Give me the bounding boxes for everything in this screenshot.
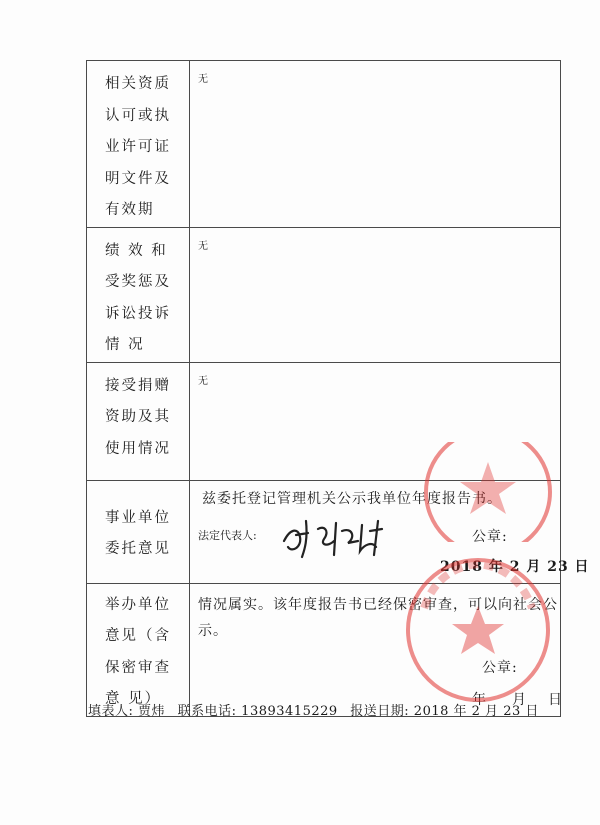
donation-label: 接受捐赠 资助及其 使用情况 (105, 377, 171, 457)
entrust-label: 事业单位 委托意见 (105, 509, 171, 557)
label-cell (87, 362, 190, 480)
phone-field: 联系电话: 13893415229 (177, 704, 338, 719)
donation-value: 无 (198, 375, 208, 387)
performance-value: 无 (198, 240, 208, 252)
sponsor-seal-label: 公章: (482, 659, 518, 676)
sponsor-text: 情况属实。该年度报告书已经保密审查，可以向社会公示。 (198, 596, 558, 639)
sponsor-label: 举办单位 意见（含 保密审查 意 见） (105, 596, 171, 707)
entrust-date: 2018 年 2 月 23 日 (440, 558, 590, 575)
legal-rep-label: 法定代表人: (198, 528, 257, 542)
footer (88, 700, 547, 719)
label-cell (87, 583, 190, 716)
sponsor-date-month: 月 (512, 691, 527, 708)
content-cell (190, 227, 561, 362)
annual-report-table (86, 60, 590, 717)
sponsor-date-day: 日 (548, 691, 563, 708)
qualification-value: 无 (198, 74, 208, 85)
performance-label: 绩 效 和 受奖惩及 诉讼投诉 情 况 (105, 242, 171, 353)
signature-icon (278, 511, 408, 561)
entrust-text: 兹委托登记管理机关公示我单位年度报告书。 (202, 490, 502, 507)
entrust-seal-label: 公章: (472, 528, 508, 545)
filler-field: 填表人: 贾炜 (88, 704, 166, 719)
sponsor-cell (190, 583, 561, 716)
sponsor-date-year: 年 (472, 691, 487, 708)
label-cell (87, 480, 190, 583)
label-cell (87, 61, 190, 228)
content-cell (190, 362, 561, 480)
submit-date-field: 报送日期: 2018 年 2 月 23 日 (350, 704, 539, 719)
entrust-cell (190, 480, 590, 583)
qualification-label: 相关资质 认可或执 业许可证 明文件及 有效期 (105, 76, 171, 218)
content-cell (190, 61, 561, 228)
label-cell (87, 227, 190, 362)
